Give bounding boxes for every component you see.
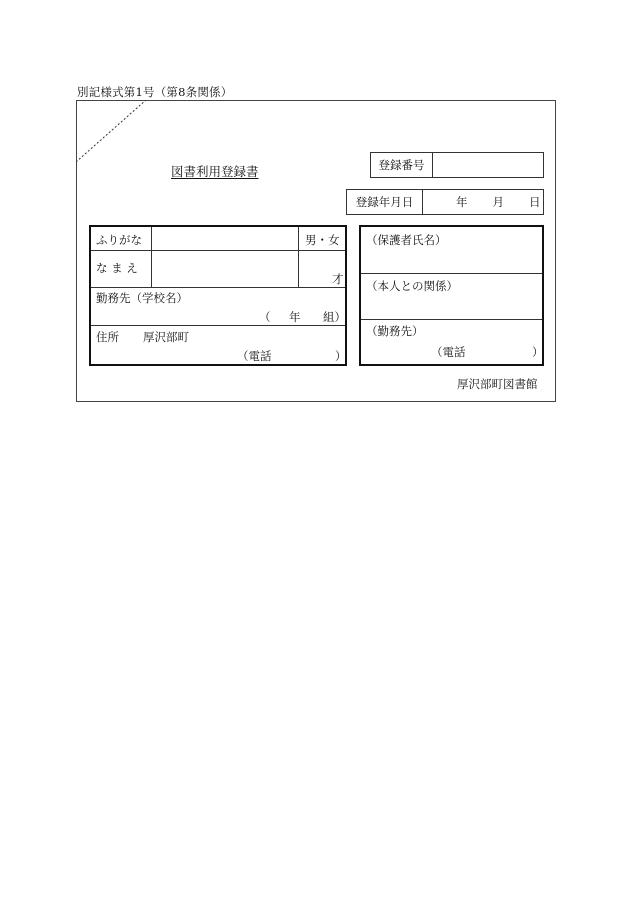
registration-number-box [370, 152, 544, 178]
relation-label: （本人との関係） [366, 279, 458, 293]
address-value[interactable]: 厚沢部町 [143, 330, 189, 344]
registration-date-field[interactable] [423, 190, 543, 214]
class-open-paren: （ [259, 310, 271, 324]
row-divider [361, 319, 542, 320]
row-divider [361, 273, 542, 274]
form-title: 図書利用登録書 [171, 164, 259, 179]
workplace-label: 勤務先（学校名） [96, 291, 188, 305]
guardian-phone-close: ） [532, 345, 544, 359]
guardian-table [359, 225, 544, 366]
class-unit: 組） [323, 310, 346, 324]
guardian-phone-open: （電話 [431, 345, 466, 359]
guardian-workplace-label: （勤務先） [366, 324, 424, 338]
applicant-table [89, 225, 347, 366]
phone-open: （電話 [237, 349, 272, 363]
guardian-name-label: （保護者氏名） [366, 233, 447, 247]
row-divider [91, 287, 345, 288]
column-divider [151, 227, 152, 287]
registration-date-label: 登録年月日 [347, 190, 423, 214]
furigana-label: ふりがな [96, 233, 142, 247]
form-heading: 別記様式第1号（第8条関係） [77, 85, 233, 99]
furigana-field[interactable] [153, 228, 296, 249]
gender-selector[interactable]: 男・女 [305, 233, 340, 247]
registration-number-label: 登録番号 [371, 153, 433, 177]
library-name: 厚沢部町図書館 [457, 377, 538, 391]
name-field[interactable] [153, 252, 296, 286]
name-label: な ま え [96, 261, 138, 275]
row-divider [91, 250, 345, 251]
grade-unit: 年 [289, 310, 301, 324]
age-unit: 才 [332, 272, 344, 286]
phone-close: ） [335, 349, 347, 363]
registration-number-field[interactable] [433, 153, 543, 177]
registration-date-box [346, 189, 544, 215]
day-unit: 日 [529, 195, 541, 209]
address-label: 住所 [96, 330, 119, 344]
card-corner-cut-line [76, 100, 146, 162]
column-divider [298, 227, 299, 287]
year-unit: 年 [456, 195, 468, 209]
row-divider [91, 325, 345, 326]
month-unit: 月 [492, 195, 504, 209]
